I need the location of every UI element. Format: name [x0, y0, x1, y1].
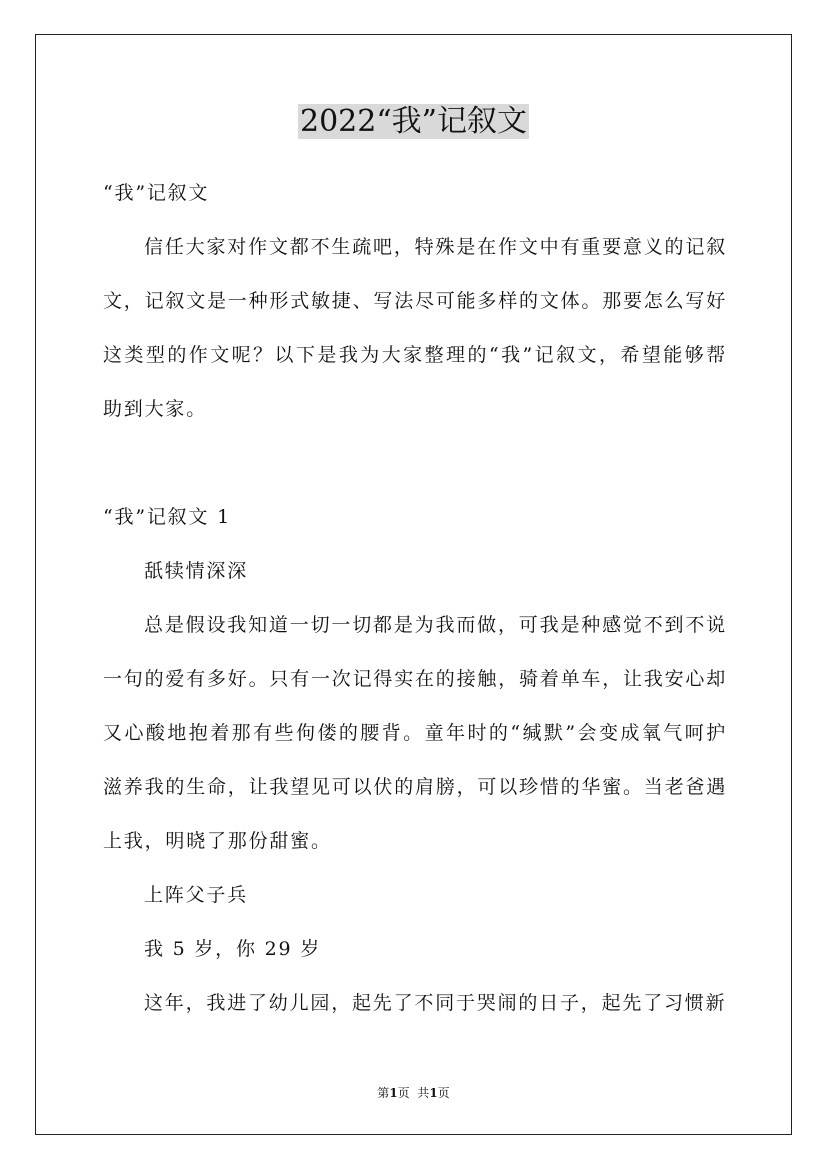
document-body — [103, 166, 727, 1030]
section-heading: “我”记叙文 — [103, 182, 210, 204]
footer-total-pages: 1 — [429, 1086, 438, 1100]
subheading-1: 舐犊情深深 — [144, 560, 249, 582]
page-footer — [0, 1085, 827, 1101]
body-paragraph: 这年，我进了幼儿园，起先了不同于哭闹的日子，起先了习惯新 — [144, 992, 727, 1014]
footer-suffix: 页 — [437, 1086, 450, 1100]
body-paragraph: 总是假设我知道一切一切都是为我而做，可我是种感觉不到不说一句的爱有多好。只有一次记得实在的接触，骑着单车，让我安心却又心酸地抱着那有些佝偻的腰背。童年时的“缄默”会变成氧气呵护滋养我的生命，让我望见可以伏的肩膀，可以珍惜的华蜜。当老爸遇上我，明晓了那份甜蜜。 — [103, 614, 728, 852]
age-line: 我 5 岁，你 29 岁 — [144, 938, 322, 960]
subheading-2: 上阵父子兵 — [144, 884, 249, 906]
footer-mid: 页 共 — [397, 1086, 430, 1100]
title-text: 2022“我”记叙文 — [299, 104, 528, 139]
footer-current-page: 1 — [389, 1086, 398, 1100]
intro-paragraph: 信任大家对作文都不生疏吧，特殊是在作文中有重要意义的记叙文，记叙文是一种形式敏捷、写法尽可能多样的文体。那要怎么写好这类型的作文呢？以下是我为大家整理的“我”记叙文，希望能够帮助到大家。 — [103, 236, 728, 420]
footer-prefix: 第 — [377, 1086, 390, 1100]
document-title — [0, 103, 827, 141]
essay-heading: “我”记叙文 1 — [103, 506, 231, 528]
